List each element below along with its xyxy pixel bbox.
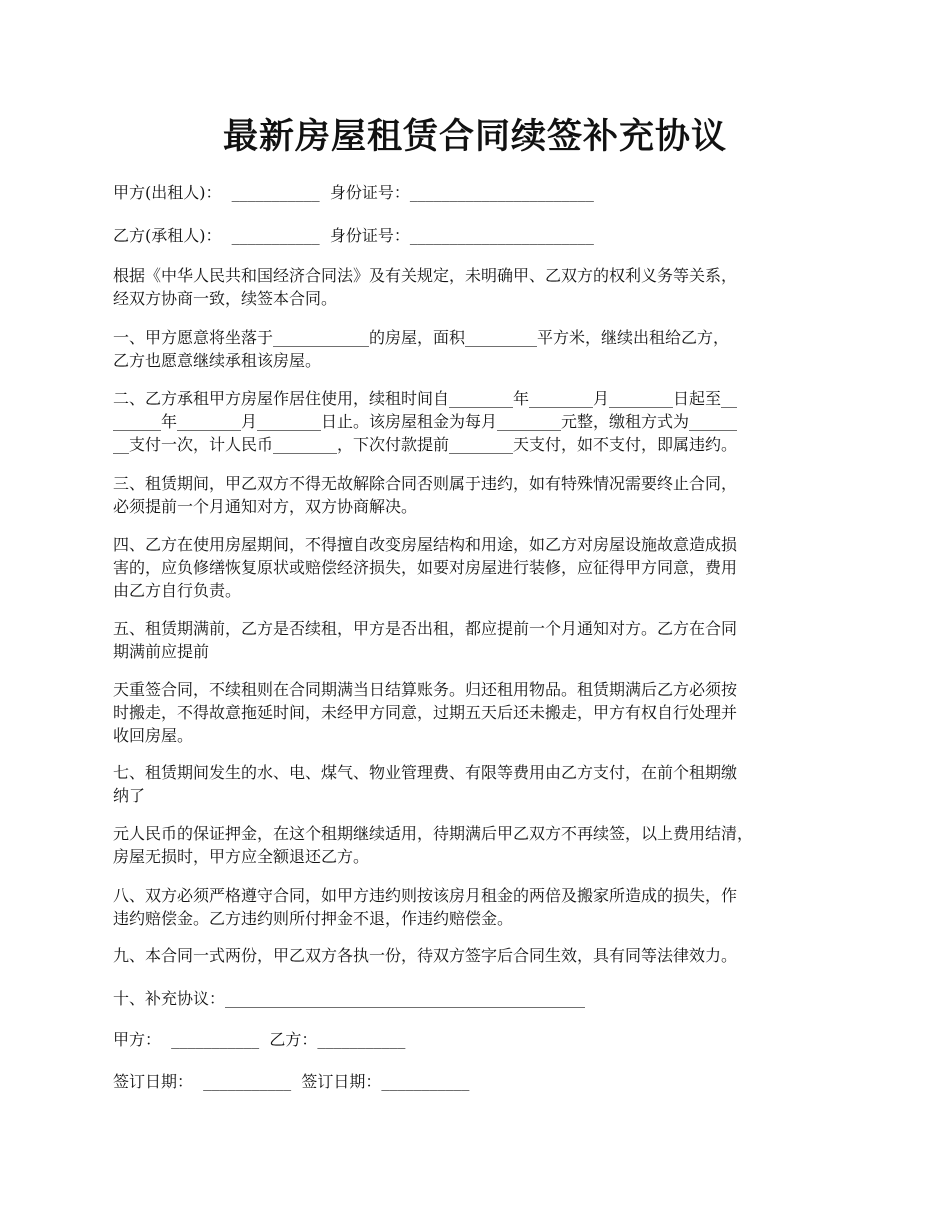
text-line: 房屋无损时，甲方应全额退还乙方。 bbox=[113, 847, 370, 866]
clause-5-paragraph bbox=[113, 617, 843, 663]
signature-line: 甲方： ___________ 乙方：___________ bbox=[113, 1030, 406, 1049]
text-line: 七、租赁期间发生的水、电、煤气、物业管理费、有限等费用由乙方支付，在前个租期缴 bbox=[113, 763, 738, 782]
clause-4-paragraph bbox=[113, 533, 843, 602]
clause-3-paragraph bbox=[113, 472, 843, 518]
text-line: 根据《中华人民共和国经济合同法》及有关规定，未明确甲、乙双方的权利义务等关系， bbox=[113, 266, 738, 285]
clause-7-continued-paragraph bbox=[113, 822, 843, 868]
clause-7-paragraph bbox=[113, 761, 843, 807]
text-line: 一、甲方愿意将坐落于____________的房屋，面积_________平方米，继续出租给乙方， bbox=[113, 328, 730, 347]
clause-10-line: 十、补充协议：_____________________________________________ bbox=[113, 989, 586, 1008]
text-line: 害的，应负修缮恢复原状或赔偿经济损失，如要对房屋进行装修，应征得甲方同意，费用 bbox=[113, 558, 738, 577]
text-line: 四、乙方在使用房屋期间，不得擅自改变房屋结构和用途，如乙方对房屋设施故意造成损 bbox=[113, 535, 738, 554]
clause-8-paragraph bbox=[113, 884, 843, 930]
text-line: 必须提前一个月通知对方，双方协商解决。 bbox=[113, 497, 418, 516]
party-a-line: 甲方(出租人)： ___________ 身份证号：_______________________ bbox=[113, 183, 594, 202]
text-line: 由乙方自行负责。 bbox=[113, 581, 242, 600]
signing-date-line: 签订日期： ___________ 签订日期：___________ bbox=[113, 1072, 470, 1091]
preamble-paragraph bbox=[113, 264, 843, 310]
text-line: 八、双方必须严格遵守合同，如甲方违约则按该房月租金的两倍及搬家所造成的损失，作 bbox=[113, 886, 738, 905]
text-line: 收回房屋。 bbox=[113, 726, 194, 745]
text-line: 元人民币的保证押金，在这个租期继续适用，待期满后甲乙双方不再续签，以上费用结清， bbox=[113, 824, 754, 843]
party-b-line: 乙方(承租人)： ___________ 身份证号：_______________________ bbox=[113, 226, 594, 245]
text-line: 三、租赁期间，甲乙双方不得无故解除合同否则属于违约，如有特殊情况需要终止合同， bbox=[113, 474, 738, 493]
clause-5-continued-paragraph bbox=[113, 678, 843, 747]
text-line: 期满前应提前 bbox=[113, 642, 210, 661]
text-line: ______年________月________日止。该房屋租金为每月________元整，缴租方式为______ bbox=[113, 412, 738, 431]
clause-9-line: 九、本合同一式两份，甲乙双方各执一份，待双方签字后合同生效，具有同等法律效力。 bbox=[113, 946, 738, 965]
document-title: 最新房屋租赁合同续签补充协议 bbox=[222, 116, 727, 157]
text-line: 二、乙方承租甲方房屋作居住使用，续租时间自________年________月________日起至__ bbox=[113, 389, 738, 408]
text-line: 经双方协商一致，续签本合同。 bbox=[113, 289, 338, 308]
text-line: 纳了 bbox=[113, 786, 146, 805]
text-line: 五、租赁期满前，乙方是否续租，甲方是否出租，都应提前一个月通知对方。乙方在合同 bbox=[113, 619, 738, 638]
text-line: 乙方也愿意继续承租该房屋。 bbox=[113, 351, 322, 370]
text-line: 违约赔偿金。乙方违约则所付押金不退，作违约赔偿金。 bbox=[113, 909, 514, 928]
text-line: __支付一次，计人民币________，下次付款提前________天支付，如不支付，即属违约。 bbox=[113, 435, 738, 454]
text-line: 天重签合同，不续租则在合同期满当日结算账务。归还租用物品。租赁期满后乙方必须按 bbox=[113, 680, 738, 699]
text-line: 时搬走，不得故意拖延时间，未经甲方同意，过期五天后还未搬走，甲方有权自行处理并 bbox=[113, 703, 738, 722]
clause-2-paragraph bbox=[113, 387, 843, 456]
clause-1-paragraph bbox=[113, 326, 843, 372]
